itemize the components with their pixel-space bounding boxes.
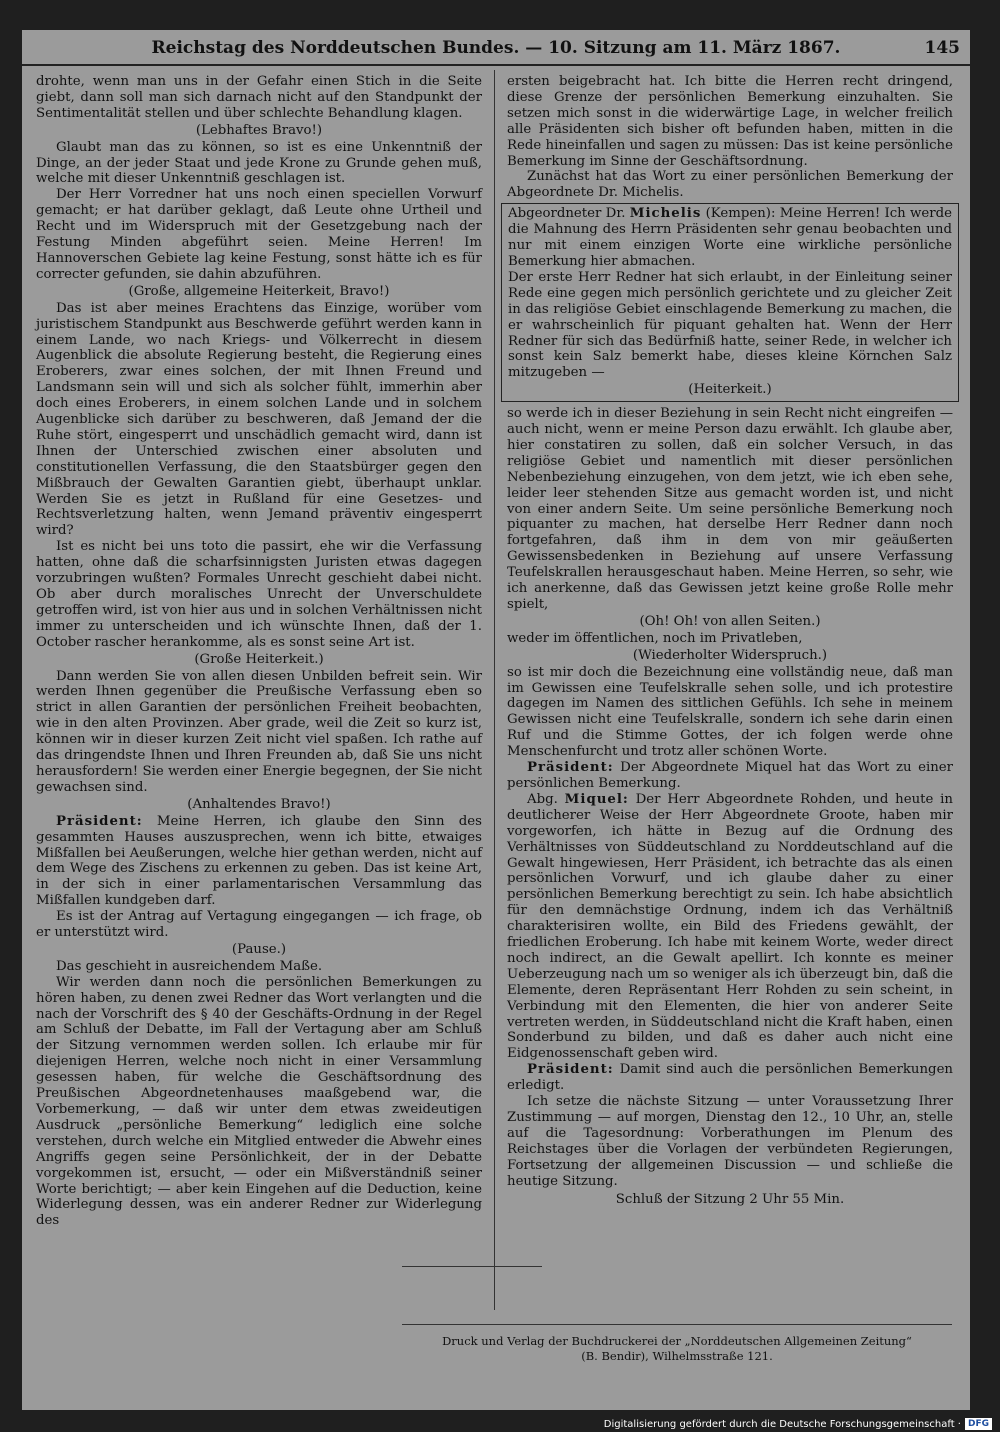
speech-text: Meine Herren, ich glaube den Sinn des gesammten Hauses auszusprechen, wenn ich bitte, etwaiges Mißfallen bei Aeußerungen, welche hier gethan werden, nicht auf dem Wege des Zischens zu erkennen zu geben. Das ist keine Art, in der sich in einer parlamentarischen Versammlung das Mißfallen kundgeben darf.: [36, 813, 482, 909]
body-paragraph: Das geschieht in ausreichendem Maße.: [56, 958, 323, 974]
footer-rule: [402, 1324, 952, 1325]
body-paragraph: Ist es nicht bei uns toto die passirt, ehe wir die Verfassung hatten, ohne daß die scharfsinnigsten Juristen etwas dagegen vorzubringen wußten? Formales Unrecht geschieht dabei nicht. Ob aber durch moralisches Unrecht der Unverschuldete getroffen wird, ist von hier aus und in solchen Verhältnissen nicht immer zu unterscheiden und ich wünschte Ihnen, daß der 1. October rascher herankomme, als es sonst seine Art ist.: [36, 539, 482, 650]
speech-text: (Kempen): Meine Herren! Ich werde die Mahnung des Herrn Präsidenten sehr genau beobachten und nur mit einem einzigen Worte eine wirkliche persönliche Bemerkung hier abmachen.: [508, 206, 952, 269]
body-paragraph: Es ist der Antrag auf Vertagung eingegangen — ich frage, ob er unterstützt wird.: [36, 909, 482, 941]
stage-direction: (Heiterkeit.): [688, 382, 772, 398]
body-paragraph: weder im öffentlichen, noch im Privatleben,: [507, 630, 803, 646]
column-divider: [494, 70, 495, 1310]
stage-direction: (Oh! Oh! von allen Seiten.): [639, 613, 821, 629]
printer-imprint: [402, 1334, 952, 1364]
body-paragraph: Zunächst hat das Wort zu einer persönlichen Bemerkung der Abgeordnete Dr. Michelis.: [507, 169, 953, 201]
stage-direction: (Große, allgemeine Heiterkeit, Bravo!): [128, 283, 390, 299]
session-close: Schluß der Sitzung 2 Uhr 55 Min.: [615, 1191, 845, 1207]
body-paragraph: Der erste Herr Redner hat sich erlaubt, in der Einleitung seiner Rede eine gegen mich persönlich gerichtete und zu gleicher Zeit in das religiöse Gebiet einschlagende Bemerkung zu machen, die er wahrscheinlich für piquant gehalten hat. Wenn der Herr Redner für sich das Bedürfniß hatte, seiner Rede, in welcher ich sonst kein Salz bemerkt habe, dieses kleine Körnchen Salz mitzugeben —: [508, 269, 952, 381]
body-paragraph: Glaubt man das zu können, so ist es eine Unkenntniß der Dinge, an der jeder Staat und jede Krone zu Grunde gehen muß, welche mit dieser Unkenntniß geschlagen ist.: [36, 139, 482, 187]
speaker-name: Präsident:: [527, 760, 614, 776]
running-title: Reichstag des Norddeutschen Bundes. — 10. Sitzung am 11. März 1867.: [151, 38, 841, 58]
stage-direction: (Pause.): [231, 941, 287, 957]
speech-paragraph: [507, 792, 953, 1062]
digitization-text: Digitalisierung gefördert durch die Deutsche Forschungsgemeinschaft ·: [603, 1418, 961, 1430]
stage-direction: (Anhaltendes Bravo!): [187, 796, 331, 812]
speaker-prefix: Abgeordneter Dr.: [508, 206, 630, 222]
footer-short-rule: [402, 1266, 542, 1267]
speaker-name: Präsident:: [527, 1062, 614, 1078]
speaker-name: Präsident:: [56, 813, 143, 829]
body-paragraph: Ich setze die nächste Sitzung — unter Voraussetzung Ihrer Zustimmung — auf morgen, Dienstag den 12., 10 Uhr, an, stelle auf die Tagesordnung: Vorberathungen im Plenum des Reichstages über die Vorlagen der verbündeten Regierungen, Fortsetzung der allgemeinen Discussion — und schließe die heutige Sitzung.: [507, 1094, 953, 1189]
printer-line-1: Druck und Verlag der Buchdruckerei der „Norddeutschen Allgemeinen Zeitung“: [442, 1334, 912, 1348]
speech-text: Der Abgeordnete Miquel hat das Wort zu einer persönlichen Bemerkung.: [507, 760, 953, 791]
speech-paragraph: [507, 760, 953, 792]
right-column-top: [507, 74, 953, 201]
body-paragraph: drohte, wenn man uns in der Gefahr einen Stich in die Seite giebt, dann soll man sich darnach nicht auf den Standpunkt der Sentimentalität stellen und über schlechte Behandlung klagen.: [36, 74, 482, 121]
stage-direction: (Wiederholter Widerspruch.): [632, 647, 828, 663]
right-column: [507, 74, 953, 1207]
boxed-section-michelis: [501, 203, 959, 402]
body-paragraph: Wir werden dann noch die persönlichen Bemerkungen zu hören haben, zu denen zwei Redner das Wort verlangten und die nach der Vorschrift des § 40 der Geschäfts-Ordnung in der Regel am Schluß der Debatte, im Fall der Vertagung aber am Schluß der Sitzung vernommen werden sollen. Ich erlaube mir für diejenigen Herren, welche noch nicht in einer Versammlung gesessen haben, für welche die Geschäftsordnung des Preußischen Abgeordnetenhauses maaßgebend war, die Vorbemerkung, — daß wir unter dem etwas zweideutigen Ausdruck „persönliche Bemerkung“ lediglich eine solche verstehen, durch welche ein Mitglied entweder die Abwehr eines Angriffs gegen seine Persönlichkeit, der in der Debatte vorgekommen ist, ersucht, — oder ein Mißverständniß seiner Worte berichtigt; — aber kein Eingehen auf die Deduction, keine Widerlegung dessen, was ein anderer Redner zur Widerlegung des: [36, 974, 482, 1229]
stage-direction: (Lebhaftes Bravo!): [195, 122, 323, 138]
speech-paragraph: [507, 1062, 953, 1094]
digitization-credit: [604, 1417, 992, 1431]
header-rule: [22, 64, 970, 66]
document-page: [22, 30, 970, 1410]
speaker-name: Michelis: [629, 206, 702, 222]
body-paragraph: so werde ich in dieser Beziehung in sein Recht nicht eingreifen — auch nicht, wenn er meine Person dazu erwählt. Ich glaube aber, hier constatiren zu sollen, daß ein solcher Versuch, in das religiöse Gebiet und namentlich mit dieser persönlichen Nebenbeziehung einzugehen, von dem jetzt, wie ich eben sehe, leider leer stehenden Sitze aus gemacht worden ist, und nicht von einer andern Seite. Um seine persönliche Bemerkung noch piquanter zu machen, hat derselbe Herr Redner dann noch fortgefahren, daß ihm in dem von mir geäußerten Gewissensbedenken in Beziehung auf unsere Verfassung Teufelskrallen herausgeschaut haben. Meine Herren, so sehr, wie ich anerkenne, daß das Gewissen jetzt keine große Rolle mehr spielt,: [507, 406, 953, 612]
left-column: [36, 74, 482, 1229]
dfg-logo-icon: DFG: [965, 1418, 992, 1430]
speech-paragraph: [508, 206, 952, 270]
body-paragraph: ersten beigebracht hat. Ich bitte die Herren recht dringend, diese Grenze der persönlichen Bemerkung einzuhalten. Sie setzen mich sonst in die widerwärtige Lage, in welcher freilich alle Präsidenten sich bisher oft befunden haben, mitten in die Rede hineinfallen und sagen zu müssen: Das ist keine persönliche Bemerkung im Sinne der Geschäftsordnung.: [507, 74, 953, 169]
speech-text: Der Herr Abgeordnete Rohden, und heute in deutlicherer Weise der Herr Abgeordnete Groote, haben mir vorgeworfen, ich hätte in Bezug auf die Ordnung des Verhältnisses von Süddeutschland zu Norddeutschland auf die Gewalt hingewiesen, Herr Präsident, ich betrachte das als einen persönlichen Vorwurf, und ich glaube daher zu einer persönlichen Bemerkung berechtigt zu sein. Ich habe absichtlich für den demnächstige Ordnung, indem ich das Verhältniß charakterisiren wollte, ein Bild des Friedens gewählt, der friedlichen Eroberung. Ich habe mit keinem Worte, weder direct noch indirect, an die Gewalt apellirt. Ich konnte es meiner Ueberzeugung nach um so weniger als ich überzeugt bin, daß die Elemente, deren Repräsentant Herr Rohden zu sein scheint, in Verbindung mit den Elementen, die hier von anderer Seite vertreten werden, in Süddeutschland nicht die Kraft haben, einen Sonderbund zu bilden, und daß es daher auch nicht eine Eidgenossenschaft geben wird.: [507, 791, 953, 1062]
body-paragraph: Der Herr Vorredner hat uns noch einen speciellen Vorwurf gemacht; er hat darüber geklagt, daß Leute ohne Urtheil und Recht und im Widerspruch mit der Gesetzgebung nach der Festung Minden abgeführt seien. Meine Herren! Im Hannoverschen Gebiete lag keine Festung, sonst hätte ich es für correcter gefunden, sie dahin abzuführen.: [36, 187, 482, 282]
right-column-bottom: [507, 406, 953, 1207]
speaker-prefix: Abg.: [527, 791, 565, 807]
speech-paragraph: [36, 814, 482, 909]
printer-line-2: (B. Bendir), Wilhelmsstraße 121.: [581, 1349, 773, 1363]
body-paragraph: so ist mir doch die Bezeichnung eine vollständig neue, daß man im Gewissen eine Teufelskralle sehen solle, und ich protestire dagegen im Namen des sittlichen Gefühls. Ich sehe in meinem Gewissen nicht eine Teufelskralle, sondern ich sehe darin einen Ruf und die Stimme Gottes, der ich folgen werde ohne Menschenfurcht und trotz aller schönen Worte.: [507, 664, 953, 760]
body-paragraph: Dann werden Sie von allen diesen Unbilden befreit sein. Wir werden Ihnen gegenüber die Preußische Verfassung eben so strict in allen Garantien der persönlichen Freiheit beobachten, wie in den alten Provinzen. Aber grade, weil die Zeit so kurz ist, können wir in dieser kurzen Zeit nicht viel spaßen. Ich rathe auf das dringendste Ihnen und Ihren Freunden ab, daß Sie uns nicht herausfordern! Sie werden einer Energie begegnen, der Sie nicht gewachsen sind.: [36, 668, 482, 795]
speech-text: Damit sind auch die persönlichen Bemerkungen erledigt.: [507, 1062, 953, 1094]
body-paragraph: Das ist aber meines Erachtens das Einzige, worüber vom juristischem Standpunkt aus Beschwerde geführt werden kann in einem Lande, wo nach Kriegs- und Völkerrecht in diesem Augenblick die absolute Regierung besteht, die Regierung eines Eroberers, zwar eines solchen, der mit Ihnen Freund und Landsmann sein will und sich als solcher fühlt, immerhin aber doch eines Eroberers, in einem solchen Lande und in solchem Augenblicke sich darüber zu beschweren, daß Jemand der die Ruhe stört, eingesperrt und unschädlich gemacht wird, dann ist Ihnen der Unterschied zwischen einer absoluten und constitutionellen Verfassung, die den Staatsbürger gegen den Mißbrauch der Gewalten Garantien giebt, überhaupt unklar. Werden Sie es jetzt in Rußland für eine Gesetzes- und Rechtsverletzung halten, wenn Jemand präventiv eingesperrt wird?: [36, 300, 482, 539]
stage-direction: (Große Heiterkeit.): [194, 651, 324, 667]
page-number: 145: [924, 38, 960, 58]
speaker-name: Miquel:: [564, 791, 629, 807]
